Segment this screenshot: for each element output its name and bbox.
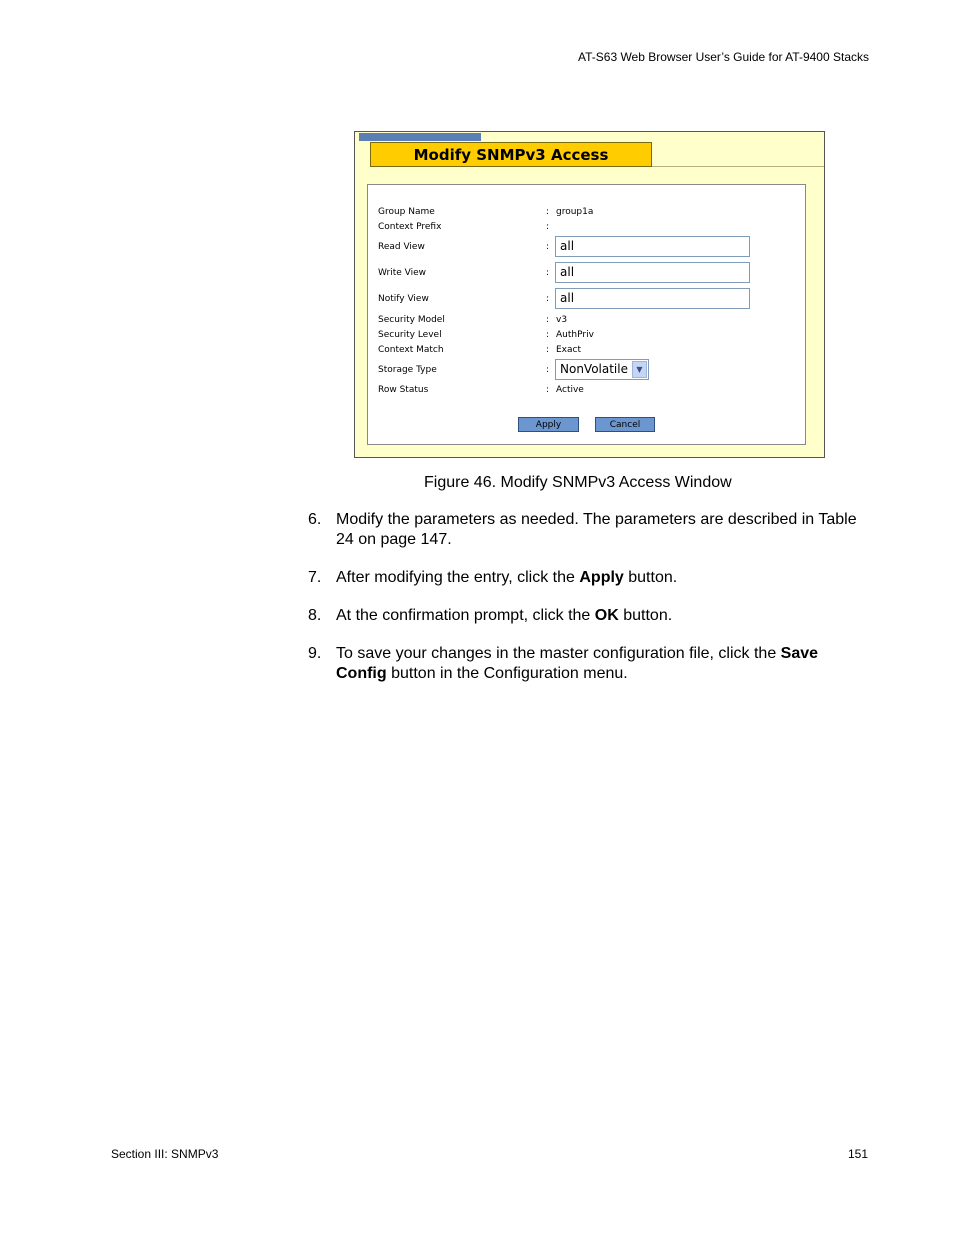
step-text: After modifying the entry, click the: [336, 569, 580, 586]
context-match-value: Exact: [556, 345, 582, 355]
field-label: Security Model: [378, 315, 445, 325]
field-label: Group Name: [378, 207, 435, 217]
row-status-value: Active: [556, 385, 584, 395]
security-level-value: AuthPriv: [556, 330, 594, 340]
field-colon: :: [546, 365, 550, 375]
window-title: Modify SNMPv3 Access: [370, 142, 652, 167]
field-colon: :: [546, 207, 550, 217]
step-text: At the confirmation prompt, click the: [336, 607, 595, 624]
field-label: Row Status: [378, 385, 429, 395]
step-text: To save your changes in the master configuration file, click the: [336, 645, 781, 662]
step-number: 6.: [308, 511, 322, 528]
field-label: Context Match: [378, 345, 444, 355]
step-bold: OK: [594, 607, 619, 624]
field-label: Read View: [378, 242, 425, 252]
storage-type-select[interactable]: [555, 359, 649, 380]
field-read-view: [378, 239, 798, 258]
step-text: Modify the parameters as needed. The parameters are described in Table 24 on page 147.: [336, 511, 857, 548]
chevron-down-icon[interactable]: ▼: [632, 361, 647, 378]
field-group-name: [378, 207, 798, 223]
field-label: Security Level: [378, 330, 442, 340]
write-view-input[interactable]: all: [555, 262, 750, 283]
step-6: [308, 510, 868, 550]
field-security-model: [378, 315, 798, 331]
step-8: [308, 606, 868, 626]
storage-type-selected: NonVolatile: [560, 362, 628, 376]
form-panel: [367, 184, 806, 445]
step-number: 9.: [308, 645, 322, 662]
step-number: 8.: [308, 607, 322, 624]
step-number: 7.: [308, 569, 322, 586]
procedure-steps: [308, 510, 868, 702]
read-view-input[interactable]: all: [555, 236, 750, 257]
field-label: Storage Type: [378, 365, 437, 375]
step-bold: Apply: [579, 569, 624, 586]
field-write-view: [378, 265, 798, 284]
field-row-status: [378, 385, 798, 401]
field-colon: :: [546, 345, 550, 355]
field-colon: :: [546, 315, 550, 325]
field-colon: :: [546, 222, 550, 232]
running-header: AT-S63 Web Browser User’s Guide for AT-9400 Stacks: [577, 50, 869, 64]
footer-page-number: 151: [847, 1147, 868, 1161]
step-text-after: button.: [618, 607, 673, 624]
security-model-value: v3: [556, 315, 568, 325]
group-name-value: group1a: [556, 207, 594, 217]
cancel-button[interactable]: Cancel: [595, 417, 655, 432]
field-label: Notify View: [378, 294, 429, 304]
field-colon: :: [546, 385, 550, 395]
field-security-level: [378, 330, 798, 346]
field-label: Context Prefix: [378, 222, 442, 232]
field-colon: :: [546, 268, 550, 278]
notify-view-input[interactable]: all: [555, 288, 750, 309]
field-colon: :: [546, 294, 550, 304]
apply-button[interactable]: Apply: [518, 417, 579, 432]
figure-caption: Figure 46. Modify SNMPv3 Access Window: [424, 474, 732, 491]
step-text-after: button.: [623, 569, 678, 586]
field-storage-type: [378, 362, 798, 381]
title-rule: [652, 166, 824, 167]
modify-snmpv3-access-window: [354, 131, 825, 458]
footer-section: Section III: SNMPv3: [111, 1147, 219, 1161]
field-label: Write View: [378, 268, 426, 278]
step-7: [308, 568, 868, 588]
field-colon: :: [546, 242, 550, 252]
field-colon: :: [546, 330, 550, 340]
step-bold: Save Config: [336, 645, 819, 682]
title-strip: [359, 133, 481, 141]
step-text-after: button in the Configuration menu.: [386, 665, 628, 682]
step-9: [308, 644, 868, 684]
field-notify-view: [378, 291, 798, 310]
